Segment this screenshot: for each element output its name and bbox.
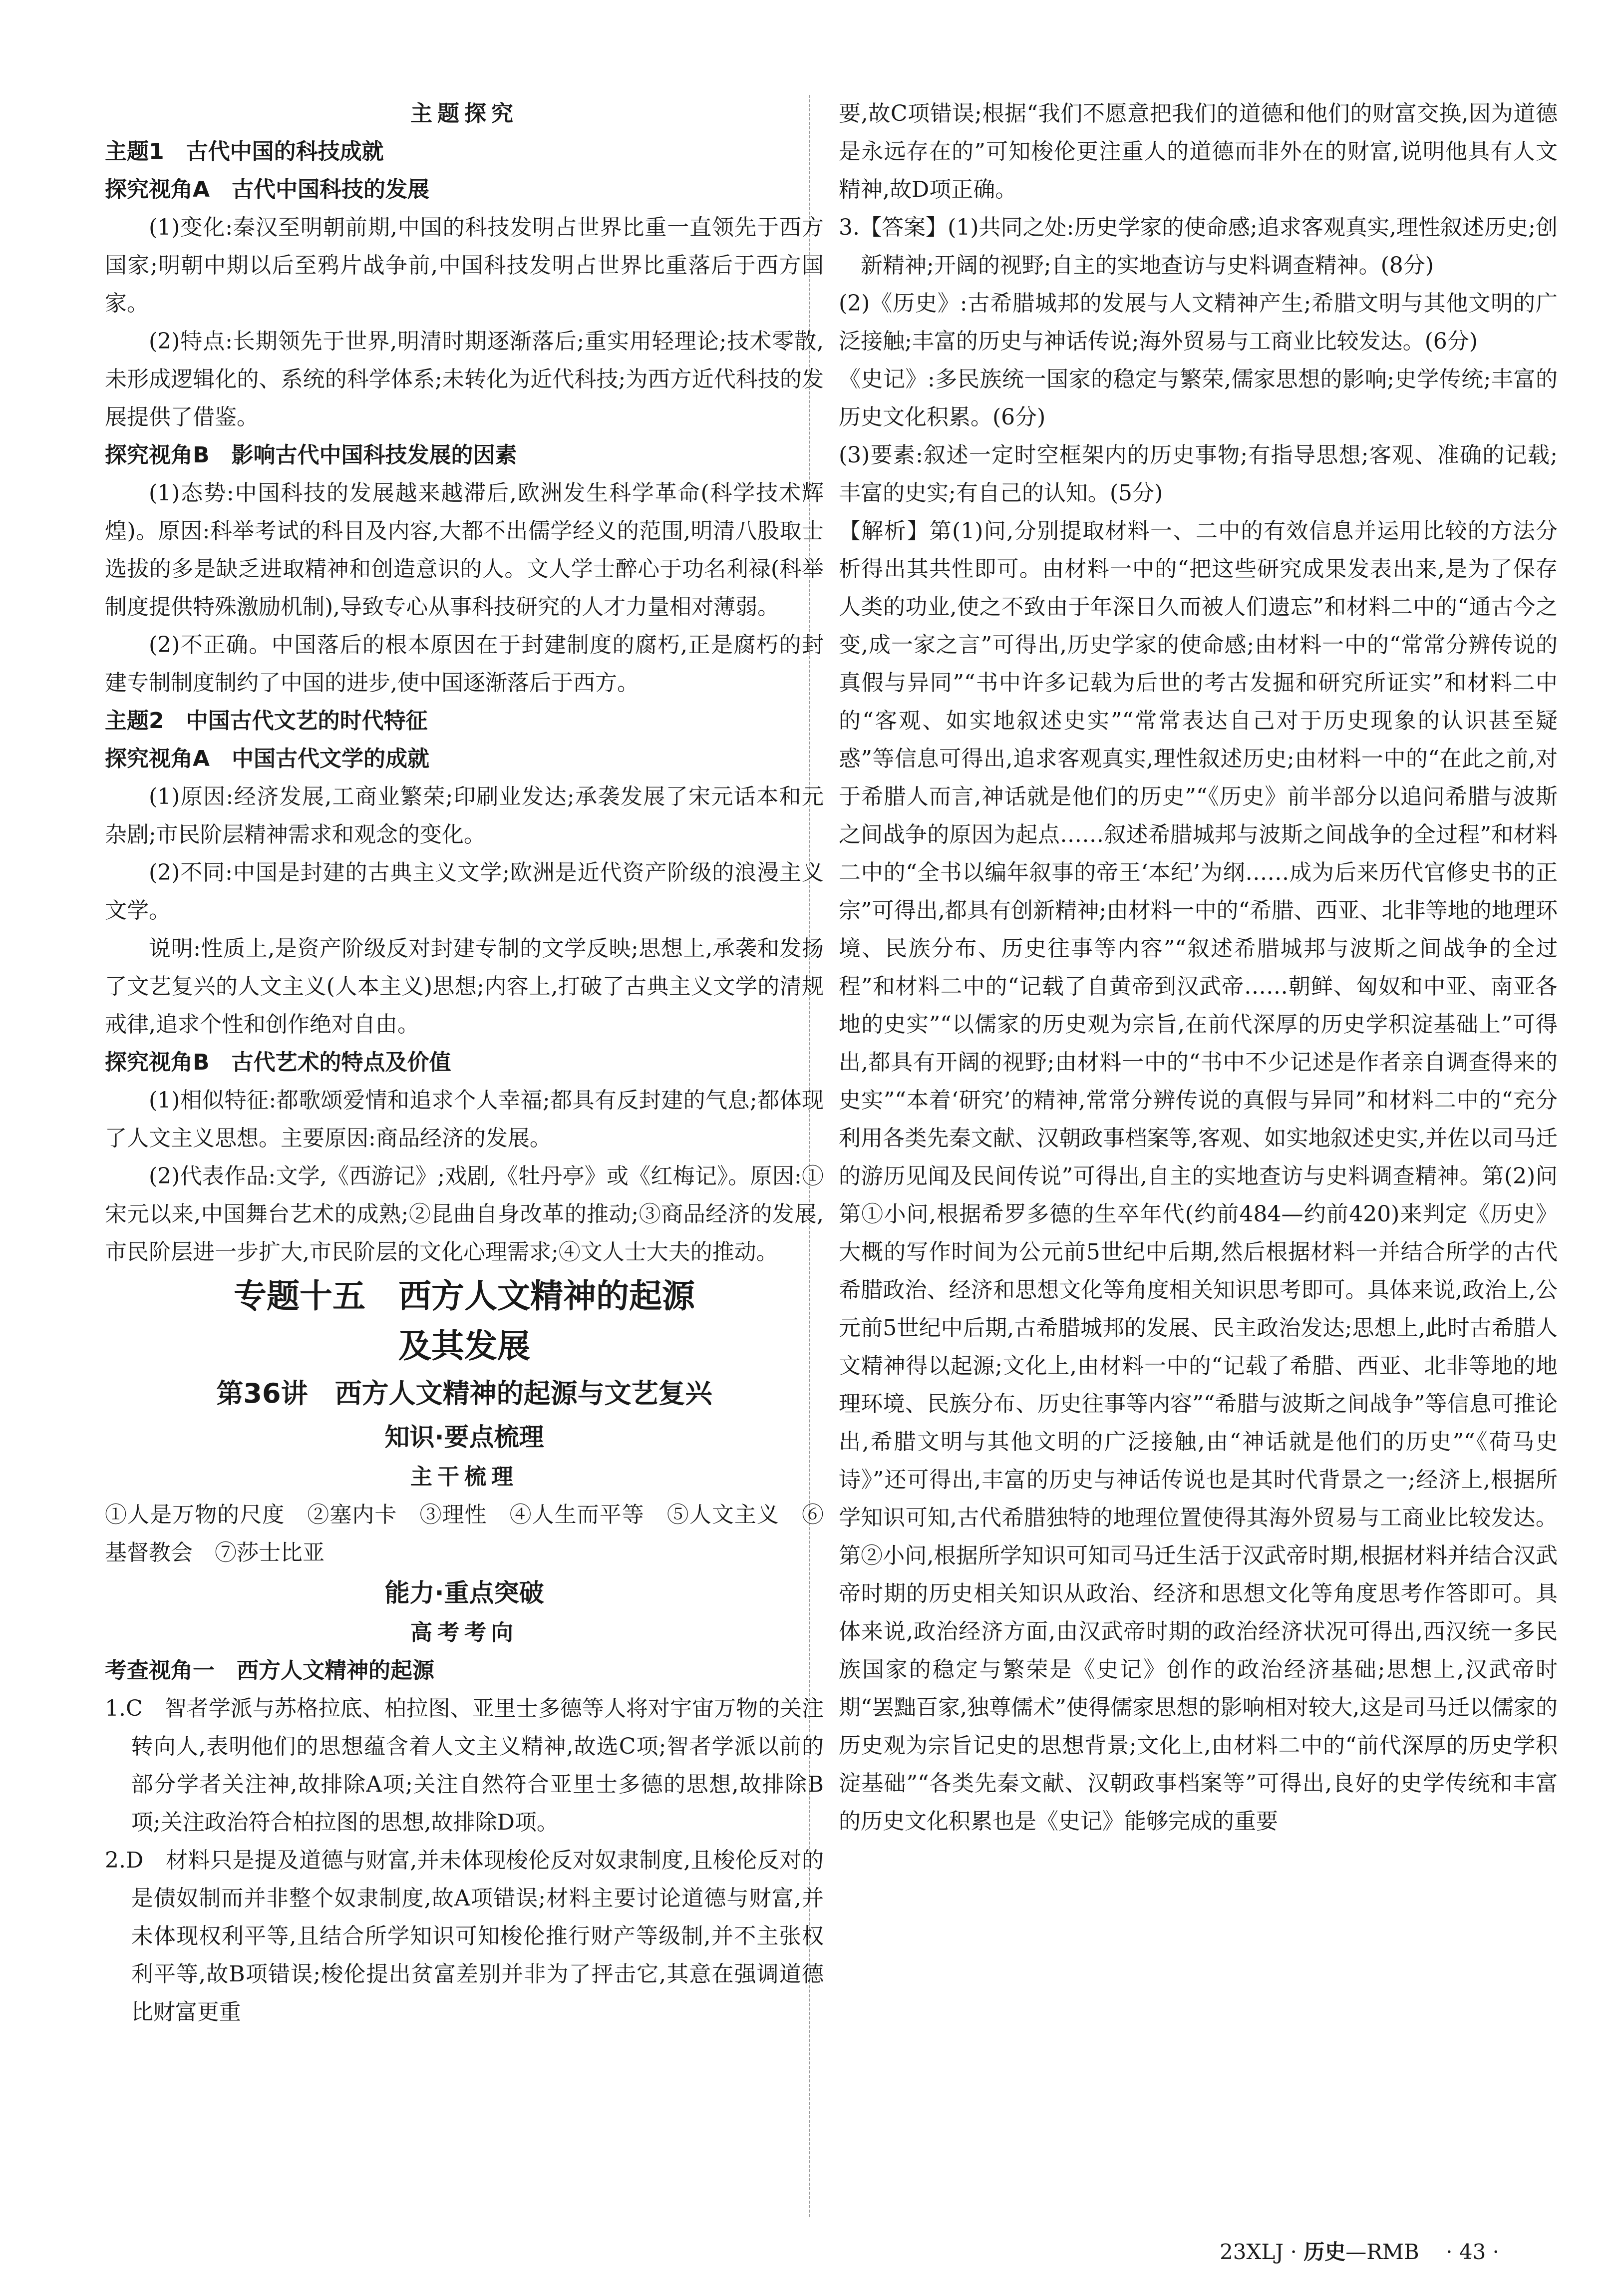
footer-code: 23XLJ [1220,2240,1284,2264]
left-column-block-7: (2)不正确。中国落后的根本原因在于封建制度的腐朽,正是腐朽的封建专制制度制约了中国的进步,使中国逐渐落后于西方。 [105,632,824,696]
right-column-block-3: 《史记》:多民族统一国家的稳定与繁荣,儒家思想的影响;史学传统;丰富的历史文化积累。(6分) [839,367,1558,430]
left-column-block-4: (2)特点:长期领先于世界,明清时期逐渐落后;重实用轻理论;技术零散,未形成逻辑化的、系统的科学体系;未转化为近代科技;为西方近代科技的发展提供了借鉴。 [105,329,824,430]
left-column-block-8: 主题2 中国古代文艺的时代特征 [105,708,428,734]
right-column [839,95,1558,1841]
footer-dot: · [1290,2240,1297,2264]
left-column [105,95,824,2031]
page-footer [1220,2237,1499,2267]
left-column-block-17: 及其发展 [398,1327,530,1365]
left-column-block-20: 主干梳理 [410,1464,518,1490]
page-number: · 43 · [1446,2240,1499,2264]
left-column-block-25: 1.C 智者学派与苏格拉底、柏拉图、亚里士多德等人将对宇宙万物的关注转向人,表明他们的思想蕴含着人文主义精神,故选C项;智者学派以前的部分学者关注神,故排除A项;关注自然符合亚里士多德的思想,故排除B项;关注政治符合柏拉图的思想,故排除D项。 [105,1696,824,1835]
left-column-block-2: 探究视角A 古代中国科技的发展 [105,177,430,202]
left-column-block-22: 能力·重点突破 [384,1578,544,1607]
left-column-block-9: 探究视角A 中国古代文学的成就 [105,746,430,771]
right-column-block-4: (3)要素:叙述一定时空框架内的历史事物;有指导思想;客观、准确的记载;丰富的史实;有自己的认知。(5分) [839,442,1558,506]
left-column-block-12: 说明:性质上,是资产阶级反对封建专制的文学反映;思想上,承袭和发扬了文艺复兴的人文主义(人本主义)思想;内容上,打破了古典主义文学的清规戒律,追求个性和创作绝对自由。 [105,936,824,1037]
left-column-block-15: (2)代表作品:文学,《西游记》;戏剧,《牡丹亭》或《红梅记》。原因:①宋元以来,中国舞台艺术的成熟;②昆曲自身改革的推动;③商品经济的发展,市民阶层进一步扩大,市民阶层的文化心理需求;④文人士大夫的推动。 [105,1163,824,1265]
left-column-block-21: ①人是万物的尺度 ②塞内卡 ③理性 ④人生而平等 ⑤人文主义 ⑥基督教会 ⑦莎士比亚 [105,1502,824,1565]
footer-dash: — [1345,2240,1367,2264]
right-column-block-0: 要,故C项错误;根据“我们不愿意把我们的道德和他们的财富交换,因为道德是永远存在的”可知梭伦更注重人的道德而非外在的财富,说明他具有人文精神,故D项正确。 [839,101,1558,202]
left-column-block-24: 考查视角一 西方人文精神的起源 [105,1658,434,1683]
left-column-block-11: (2)不同:中国是封建的古典主义文学;欧洲是近代资产阶级的浪漫主义文学。 [105,860,824,923]
left-column-block-14: (1)相似特征:都歌颂爱情和追求个人幸福;都具有反封建的气息;都体现了人文主义思想。主要原因:商品经济的发展。 [105,1088,824,1151]
left-column-block-19: 知识·要点梳理 [384,1423,544,1452]
left-column-block-26: 2.D 材料只是提及道德与财富,并未体现梭伦反对奴隶制度,且梭伦反对的是债奴制而并非整个奴隶制度,故A项错误;材料主要讨论道德与财富,并未体现权利平等,且结合所学知识可知梭伦推行财产等级制,并不主张权利平等,故B项错误;梭伦提出贫富差别并非为了抨击它,其意在强调道德比财富更重 [105,1848,824,2025]
footer-edition: RMB [1366,2240,1419,2264]
left-column-block-18: 第36讲 西方人文精神的起源与文艺复兴 [216,1378,712,1409]
left-column-block-16: 专题十五 西方人文精神的起源 [234,1277,695,1315]
right-column-block-2: (2)《历史》:古希腊城邦的发展与人文精神产生;希腊文明与其他文明的广泛接触;丰富的历史与神话传说;海外贸易与工商业比较发达。(6分) [839,291,1558,354]
right-column-block-1: 3.【答案】(1)共同之处:历史学家的使命感;追求客观真实,理性叙述历史;创新精神;开阔的视野;自主的实地查访与史料调查精神。(8分) [839,215,1558,278]
left-column-block-23: 高考考向 [410,1620,518,1645]
left-column-block-3: (1)变化:秦汉至明朝前期,中国的科技发明占世界比重一直领先于西方国家;明朝中期以后至鸦片战争前,中国科技发明占世界比重落后于西方国家。 [105,215,824,316]
left-column-block-0: 主题探究 [410,101,518,126]
footer-subject: 历史 [1303,2240,1346,2264]
left-column-block-6: (1)态势:中国科技的发展越来越滞后,欧洲发生科学革命(科学技术辉煌)。原因:科举考试的科目及内容,大都不出儒学经义的范围,明清八股取士选拔的多是缺乏进取精神和创造意识的人。文人学士醉心于功名利禄(科举制度提供特殊激励机制),导致专心从事科技研究的人才力量相对薄弱。 [105,480,824,620]
left-column-block-10: (1)原因:经济发展,工商业繁荣;印刷业发达;承袭发展了宋元话本和元杂剧;市民阶层精神需求和观念的变化。 [105,784,824,847]
left-column-block-5: 探究视角B 影响古代中国科技发展的因素 [105,442,517,468]
right-column-block-5: 【解析】第(1)问,分别提取材料一、二中的有效信息并运用比较的方法分析得出其共性即可。由材料一中的“把这些研究成果发表出来,是为了保存人类的功业,使之不致由于年深日久而被人们遗忘”和材料二中的“通古今之变,成一家之言”可得出,历史学家的使命感;由材料一中的“常常分辨传说的真假与异同”“书中许多记载为后世的考古发掘和研究所证实”和材料二中的“客观、如实地叙述史实”“常常表达自己对于历史现象的认识甚至疑惑”等信息可得出,追求客观真实,理性叙述历史;由材料一中的“在此之前,对于希腊人而言,神话就是他们的历史”“《历史》前半部分以追问希腊与波斯之间战争的原因为起点……叙述希腊城邦与波斯之间战争的全过程”和材料二中的“全书以编年叙事的帝王‘本纪’为纲……成为后来历代官修史书的正宗”可得出,都具有创新精神;由材料一中的“希腊、西亚、北非等地的地理环境、民族分布、历史往事等内容”“叙述希腊城邦与波斯之间战争的全过程”和材料二中的“记载了自黄帝到汉武帝……朝鲜、匈奴和中亚、南亚各地的史实”“以儒家的历史观为宗旨,在前代深厚的历史学积淀基础上”可得出,都具有开阔的视野;由材料一中的“书中不少记述是作者亲自调查得来的史实”“本着‘研究’的精神,常常分辨传说的真假与异同”和材料二中的“充分利用各类先秦文献、汉朝政事档案等,客观、如实地叙述史实,并佐以司马迁的游历见闻及民间传说”可得出,自主的实地查访与史料调查精神。第(2)问第①小问,根据希罗多德的生卒年代(约前484—约前420)来判定《历史》大概的写作时间为公元前5世纪中后期,然后根据材料一并结合所学的古代希腊政治、经济和思想文化等角度相关知识思考即可。具体来说,政治上,公元前5世纪中后期,古希腊城邦的发展、民主政治发达;思想上,此时古希腊人文精神得以起源;文化上,由材料一中的“记载了希腊、西亚、北非等地的地理环境、民族分布、历史往事等内容”“希腊与波斯之间战争”等信息可推论出,希腊文明与其他文明的广泛接触,由“神话就是他们的历史”“《荷马史诗》”还可得出,丰富的历史与神话传说也是其时代背景之一;经济上,根据所学知识可知,古代希腊独特的地理位置使得其海外贸易与工商业比较发达。第②小问,根据所学知识可知司马迁生活于汉武帝时期,根据材料并结合汉武帝时期的历史相关知识从政治、经济和思想文化等角度思考作答即可。具体来说,政治经济方面,由汉武帝时期的政治经济状况可得出,西汉统一多民族国家的稳定与繁荣是《史记》创作的政治经济基础;思想上,汉武帝时期“罢黜百家,独尊儒术”使得儒家思想的影响相对较大,这是司马迁以儒家的历史观为宗旨记史的思想背景;文化上,由材料二中的“前代深厚的历史学积淀基础”“各类先秦文献、汉朝政事档案等”可得出,良好的史学传统和丰富的历史文化积累也是《史记》能够完成的重要 [839,518,1558,1834]
left-column-block-1: 主题1 古代中国的科技成就 [105,139,384,164]
left-column-block-13: 探究视角B 古代艺术的特点及价值 [105,1050,451,1075]
